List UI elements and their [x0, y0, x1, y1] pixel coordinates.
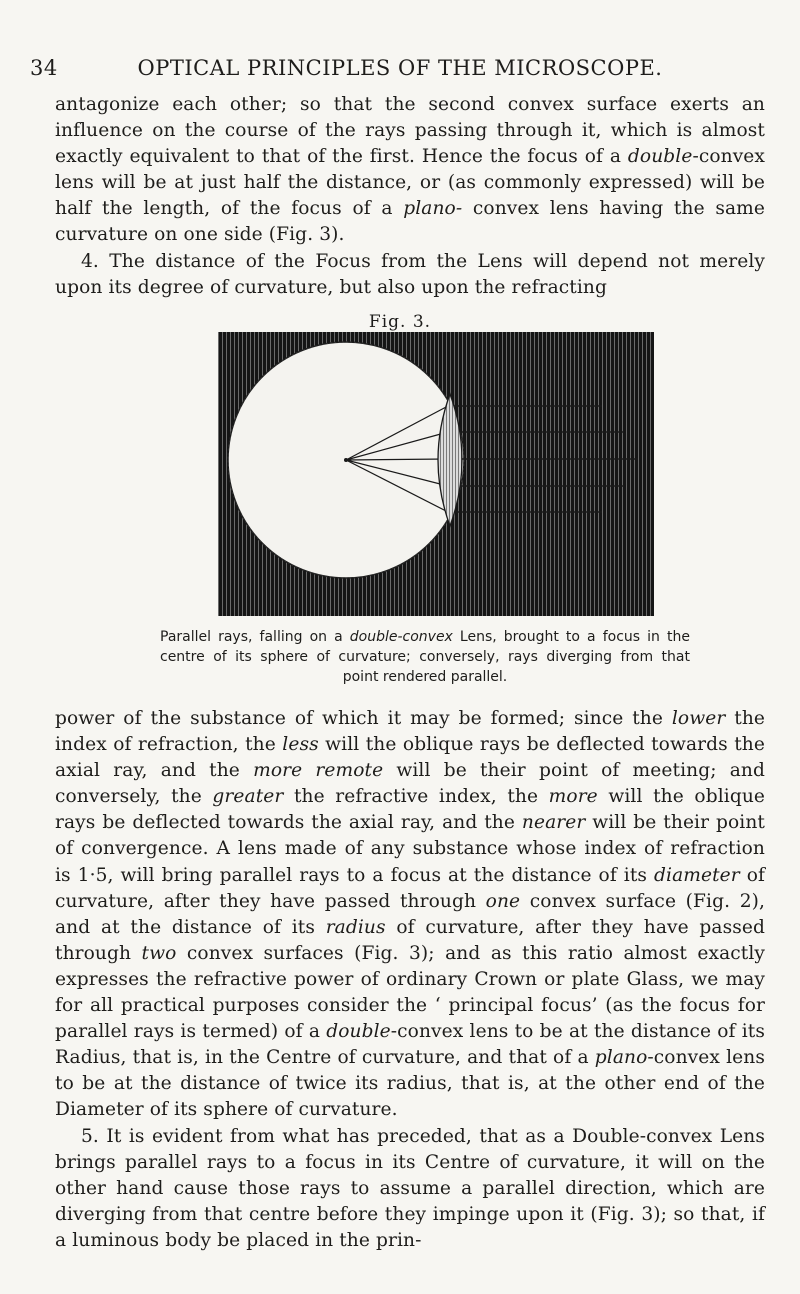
italic-run: greater [212, 786, 284, 808]
italic-run: more remote [253, 760, 384, 782]
italic-run: double [326, 1021, 391, 1043]
italic-run: plano [594, 1047, 648, 1069]
paragraph-continued [55, 92, 765, 249]
caption-italic: double-convex [349, 629, 453, 645]
figure-3-illustration [218, 332, 654, 616]
text-run: -convex lens will be at just half the distance, or (as commonly expressed) will be half the length, of the focus of a [55, 146, 765, 220]
italic-run: radius [325, 916, 386, 938]
text-run: will the oblique rays be deflected towards the axial ray, and the [55, 734, 765, 782]
text-run: convex surfaces (Fig. 3); and as this ratio almost exactly expresses the refractive power of ordinary Crown or plate Glass, we may for all practical purposes consider the ‘ principal focus’ (as the focus for parallel rays is termed) of a [55, 942, 766, 1043]
text-run: power of the substance of which it may be formed; since the [55, 708, 672, 729]
text-run: -convex lens to be at the distance of its Radius, that is, in the Centre of curvature, and that of a [55, 1021, 765, 1069]
paragraph-4-continued [55, 706, 765, 1124]
italic-run: nearer [521, 812, 586, 834]
text-block-bottom [55, 706, 765, 1254]
italic-run: double [627, 146, 693, 168]
text-run: the refractive index, the [283, 786, 549, 808]
italic-run: lower [671, 708, 726, 729]
focus-point [344, 458, 348, 462]
italic-run: one [485, 890, 521, 912]
text-run: the index of refraction, the [55, 708, 765, 756]
text-run: will the oblique rays be deflected towards the axial ray, and the [55, 786, 765, 834]
italic-run: two [141, 942, 177, 964]
running-title: OPTICAL PRINCIPLES OF THE MICROSCOPE. [137, 56, 663, 80]
italic-run: more [548, 786, 598, 808]
text-run: will be their point of convergence. A lens made of any substance whose index of refraction is 1·5, will bring parallel rays to a focus at the distance of its [55, 812, 765, 886]
caption-text: Lens, brought to a focus in the centre of its sphere of curvature; conversely, rays diverging from that point rendered parallel. [160, 629, 690, 685]
text-run: antagonize each other; so that the second convex surface exerts an influence on the course of the rays passing through it, which is almost exactly equivalent to that of the first. Hence the focus of a [55, 94, 765, 168]
paragraph-5: 5. It is evident from what has preceded, that as a Double-convex Lens brings parallel rays to a focus in its Centre of curvature, it will on the other hand cause those rays to assume a parallel direction, which are diverging from that centre before they impinge upon it (Fig. 3); so that, if a luminous body be placed in the prin- [55, 1125, 765, 1251]
text-block-top [55, 92, 765, 301]
figure-caption [160, 627, 690, 687]
text-run: will be their point of meeting; and conversely, the [55, 760, 765, 808]
paragraph-4-start: 4. The distance of the Focus from the Lens will depend not merely upon its degree of curvature, but also upon the refracting [55, 250, 765, 298]
figure-label: Fig. 3. [368, 312, 432, 332]
text-run: convex surface (Fig. 2), and at the distance of its [55, 890, 765, 938]
text-run: convex lens having the same curvature on one side (Fig. 3). [55, 198, 765, 246]
page-number: 34 [30, 56, 58, 80]
lens-diagram [218, 332, 654, 616]
italic-run: plano- [403, 198, 463, 220]
text-run: of curvature, after they have passed through [55, 916, 765, 964]
text-run: -convex lens to be at the distance of twice its radius, that is, at the other end of the Diameter of its sphere of curvature. [55, 1047, 765, 1121]
caption-text: Parallel rays, falling on a [160, 629, 350, 645]
text-run: of curvature, after they have passed through [55, 864, 765, 912]
italic-run: diameter [654, 864, 740, 886]
italic-run: less [282, 734, 319, 756]
